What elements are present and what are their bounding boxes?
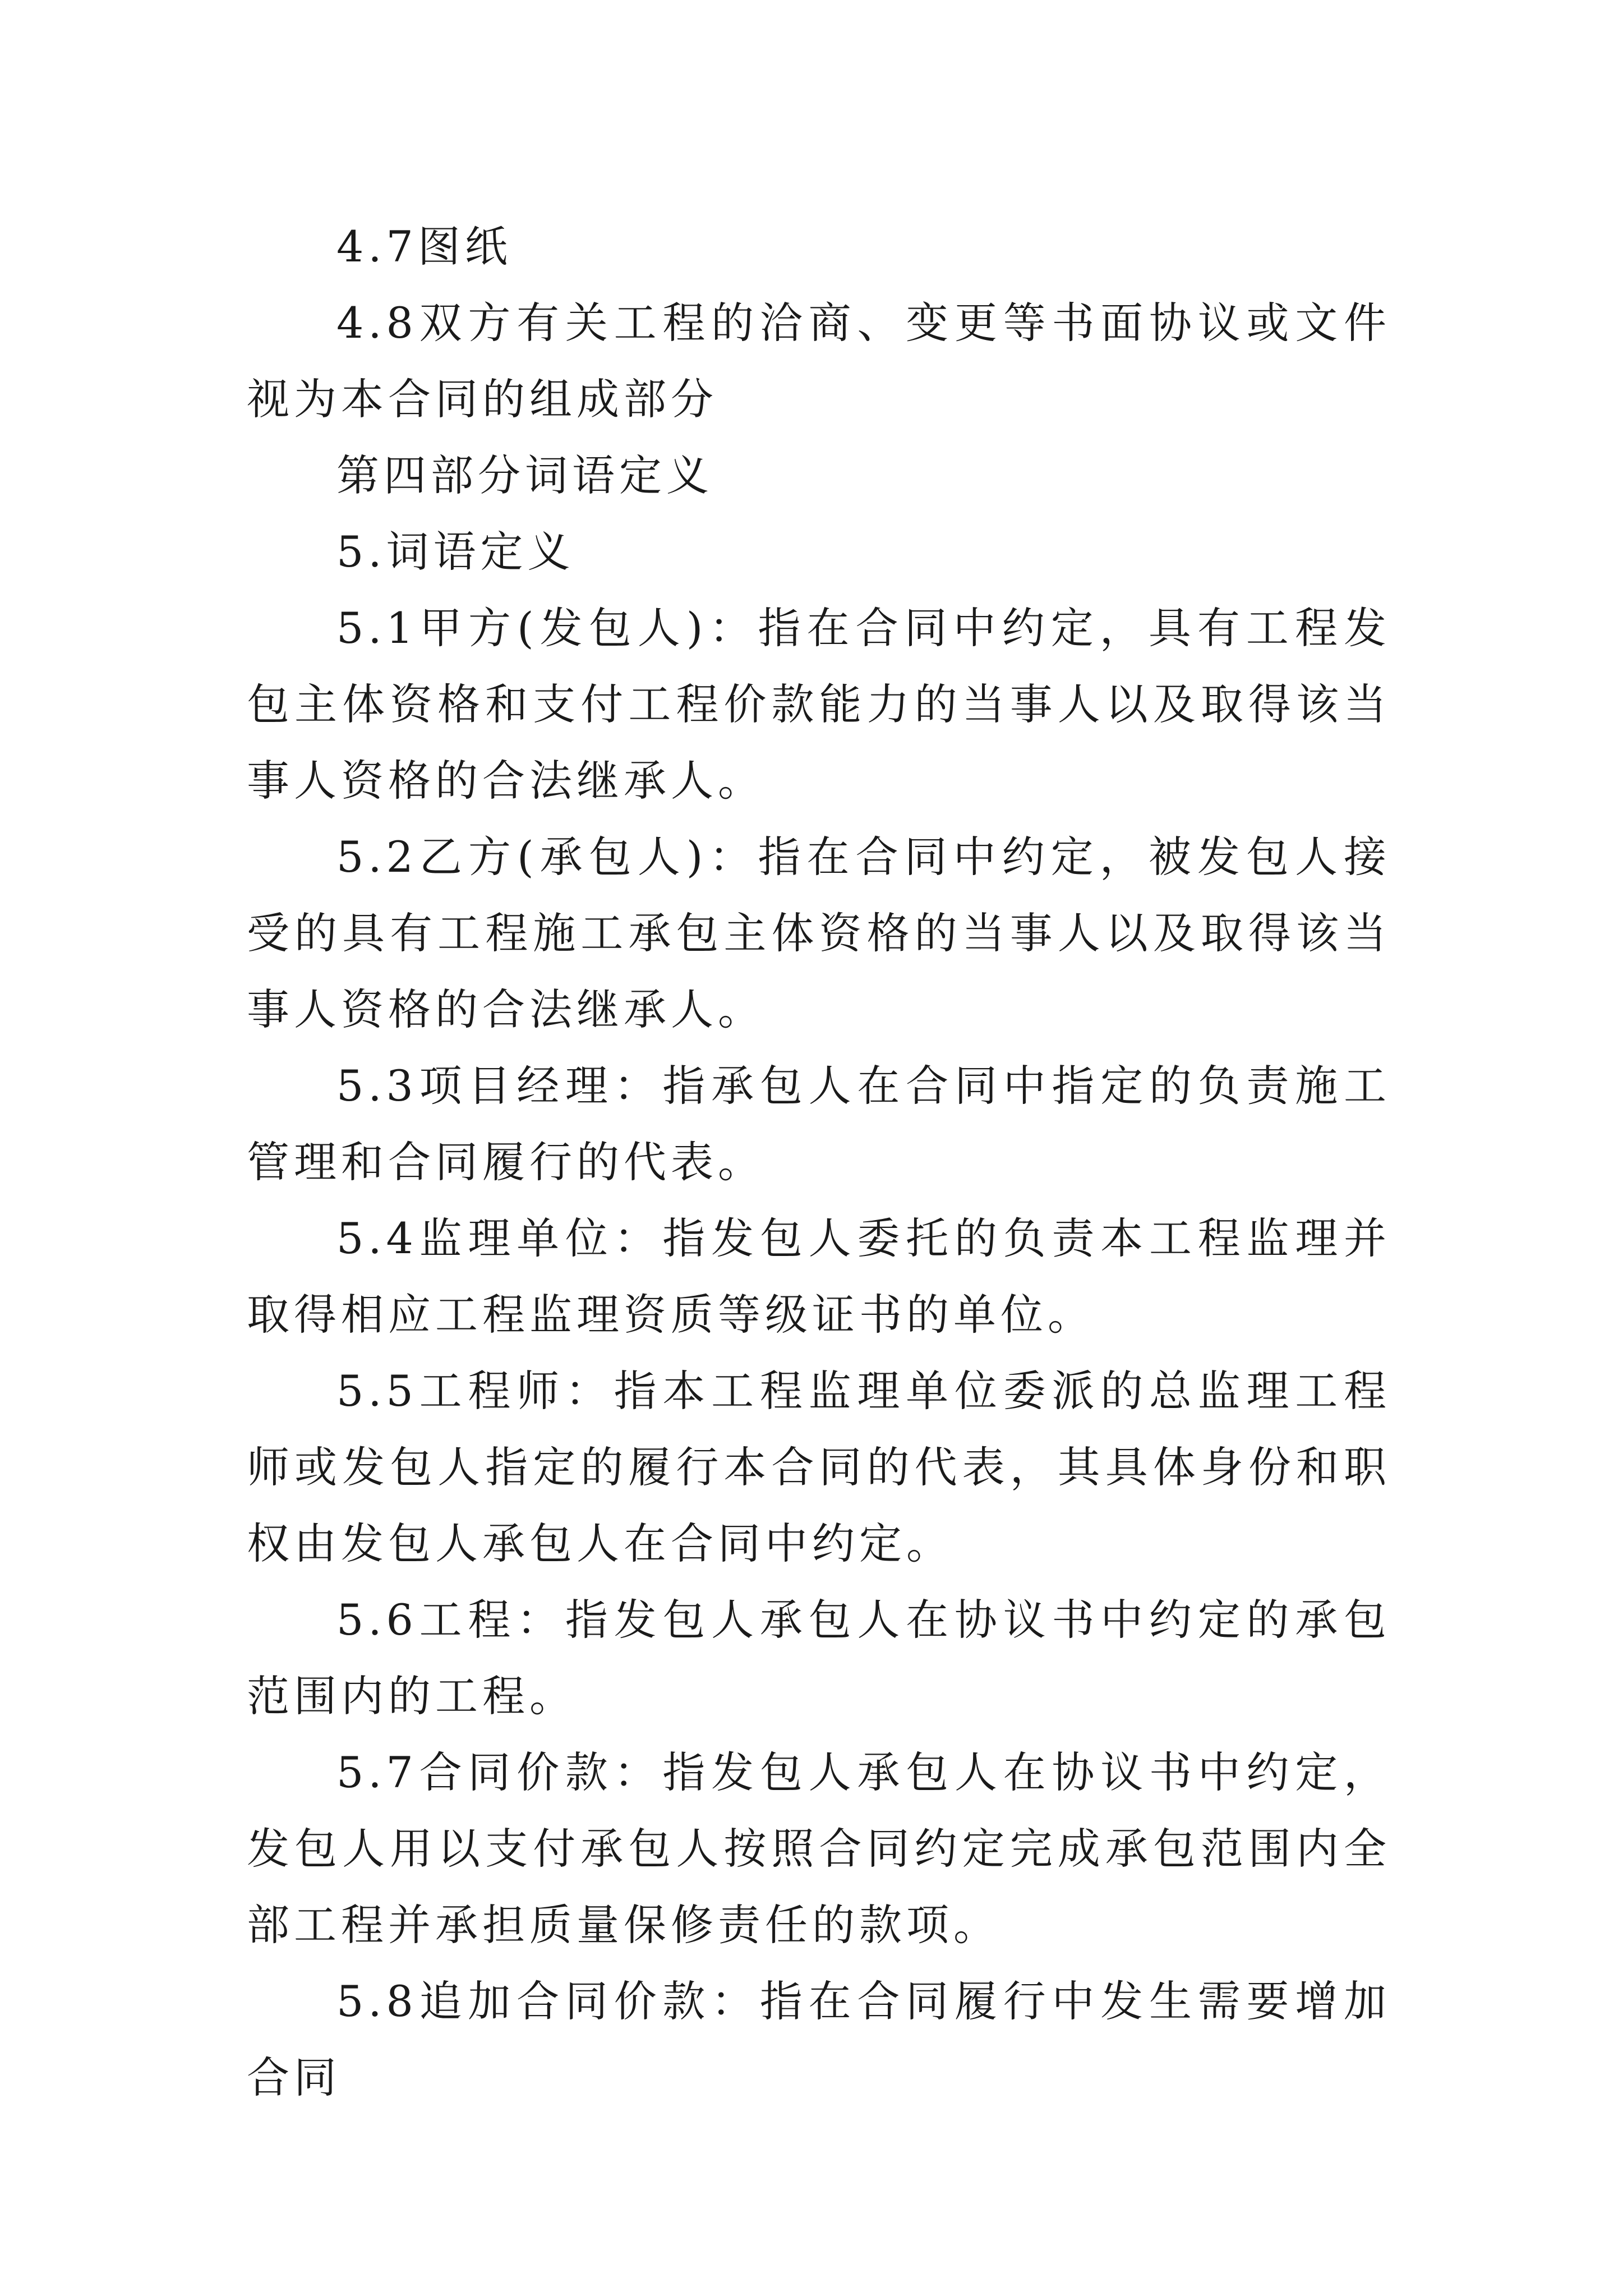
clause-heading-5: 5.词语定义 — [336, 527, 575, 577]
paragraph-4-8: 4.8双方有关工程的洽商、变更等书面协议或文件视为本合同的组成部分 — [247, 298, 1391, 424]
paragraph-5-5: 5.5工程师：指本工程监理单位委派的总监理工程师或发包人指定的履行本合同的代表，其具体身份和职权由发包人承包人在合同中约定。 — [247, 1366, 1391, 1568]
paragraph-5-8: 5.8追加合同价款：指在合同履行中发生需要增加合同 — [247, 1976, 1391, 2102]
paragraph-4-7: 4.7图纸 — [336, 222, 512, 272]
paragraph-5-4: 5.4监理单位：指发包人委托的负责本工程监理并取得相应工程监理资质等级证书的单位。 — [247, 1213, 1391, 1340]
paragraph-5-6: 5.6工程：指发包人承包人在协议书中约定的承包范围内的工程。 — [247, 1595, 1391, 1721]
paragraph-5-7: 5.7合同价款：指发包人承包人在协议书中约定，发包人用以支付承包人按照合同约定完成承包范围内全部工程并承担质量保修责任的款项。 — [247, 1747, 1391, 1950]
paragraph-5-3: 5.3项目经理：指承包人在合同中指定的负责施工管理和合同履行的代表。 — [247, 1061, 1391, 1187]
paragraph-5-1: 5.1甲方(发包人)：指在合同中约定，具有工程发包主体资格和支付工程价款能力的当事人以及取得该当事人资格的合法继承人。 — [247, 603, 1391, 806]
paragraph-5-2: 5.2乙方(承包人)：指在合同中约定，被发包人接受的具有工程施工承包主体资格的当事人以及取得该当事人资格的合法继承人。 — [247, 832, 1391, 1034]
document-body — [247, 209, 1391, 2116]
section-heading-part-four: 第四部分词语定义 — [336, 450, 713, 500]
